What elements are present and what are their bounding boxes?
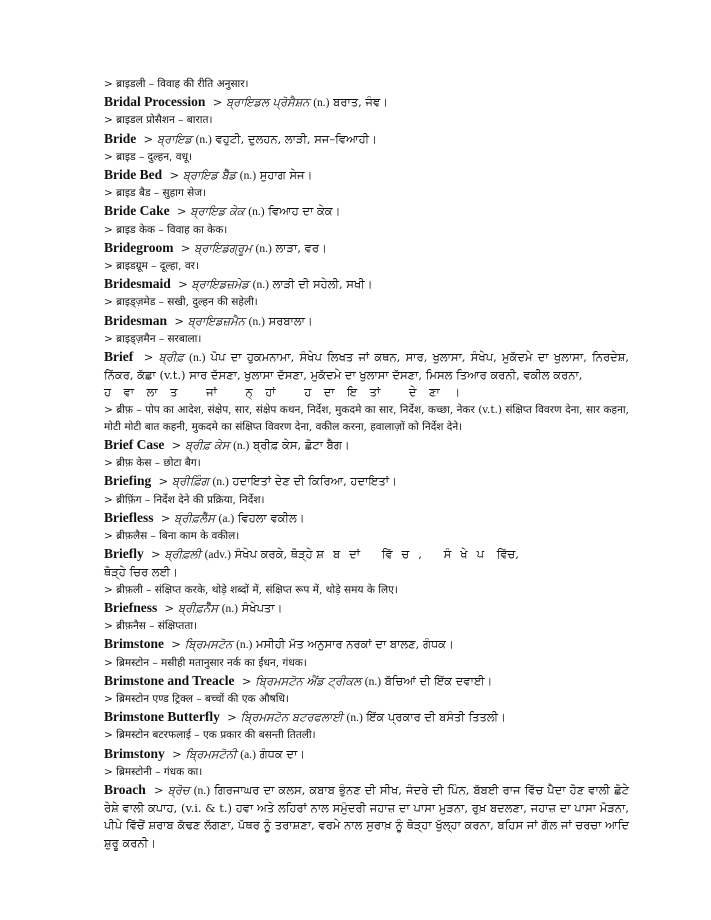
headword: Bride Bed: [104, 167, 163, 183]
arrow: >: [165, 168, 180, 183]
headword: Bridesmaid: [104, 276, 171, 292]
hindi-gloss: > ब्रीफ़लैस – बिना काम के वकील।: [104, 530, 240, 543]
dictionary-entry: [104, 436, 629, 455]
transliteration: ਬ੍ਰੀਫ਼ਲੈੱਸ: [174, 510, 215, 525]
transliteration: ਬ੍ਰੀਫ਼ਨੈੱਸ: [177, 600, 219, 615]
transliteration: ਬ੍ਰਾਇਡ ਬੈੱਡ: [182, 168, 237, 183]
arrow: >: [168, 746, 182, 761]
dictionary-entry: [104, 781, 629, 852]
dictionary-entry: [104, 312, 629, 331]
headword: Brimstone and Treacle: [104, 672, 235, 688]
hindi-gloss: > ब्रीफ़ केस – छोटा बैग।: [104, 457, 201, 470]
punjabi-meaning-spaced: ਸ਼ਬਦਾਂ ਵਿੱਚ, ਸੰਖੇਪ: [316, 547, 493, 562]
transliteration: ਬ੍ਰਿਮਸਟੋਨ ਬਟਰਫਲਾਈ: [240, 710, 343, 725]
headword: Brimstony: [104, 745, 165, 761]
punjabi-meaning: ਬ੍ਰੀਫ਼ ਕੇਸ, ਛੋਟਾ ਬੈਗ।: [253, 438, 350, 453]
dictionary-entry: [104, 545, 629, 564]
arrow: >: [138, 350, 154, 365]
part-of-speech: (n.): [189, 352, 206, 365]
arrow: >: [170, 313, 184, 328]
arrow: >: [149, 782, 164, 797]
transliteration: ਬ੍ਰੀਫ਼: [158, 350, 184, 365]
headword: Bridal Procession: [104, 94, 206, 110]
part-of-speech: (n.): [252, 279, 269, 292]
headword: Briefly: [104, 546, 144, 562]
transliteration: ਬ੍ਰੀਫ਼ ਕੇਸ: [184, 438, 230, 453]
punjabi-meaning: ਗੰਧਕ ਦਾ।: [259, 746, 305, 761]
transliteration: ਬ੍ਰਾਇਡਜ਼ਮੇਡ: [191, 277, 249, 292]
dictionary-entry: [104, 745, 629, 764]
part-of-speech: (a.): [240, 748, 256, 761]
part-of-speech: (n.): [212, 476, 229, 489]
dictionary-entry: [104, 472, 629, 491]
dictionary-entry: [104, 672, 629, 691]
transliteration: ਬ੍ਰੋਚ: [167, 782, 190, 797]
transliteration: ਬ੍ਰਾਇਡਗ੍ਰੂਮ: [194, 240, 252, 255]
headword: Briefless: [104, 509, 154, 525]
punjabi-meaning-end: ਵਿੱਚ,: [496, 547, 519, 562]
headword: Briefness: [104, 599, 158, 615]
hindi-gloss: > ब्राइड – दुल्हन, वधू।: [104, 150, 193, 163]
hindi-gloss: > ब्रीफ़ली – संक्षिप्त करके, थोड़े शब्दों में, संक्षिप्त रूप में, थोड़े समय के लिए।: [104, 583, 398, 596]
transliteration: ਬ੍ਰਾਇਡਲ ਪ੍ਰੋਸੈਸ਼ਨ: [226, 95, 310, 110]
dictionary-entry: [104, 166, 629, 185]
dictionary-entry: [104, 239, 629, 258]
hindi-gloss: > ब्रिमस्टोन एण्ड ट्रिक्ल – बच्चों की एक औषधि।: [104, 692, 289, 705]
part-of-speech: (n.): [346, 712, 363, 725]
punjabi-meaning: ਬੱਚਿਆਂ ਦੀ ਇੱਕ ਦਵਾਈ।: [384, 673, 493, 688]
punjabi-meaning: ਹਦਾਇਤਾਂ ਦੇਣ ਦੀ ਕਿਰਿਆ, ਹਦਾਇਤਾਂ।: [232, 474, 397, 489]
arrow: >: [223, 710, 237, 725]
part-of-speech: (n.): [233, 440, 250, 453]
arrow: >: [168, 438, 182, 453]
punjabi-meaning-continued: ਥੋੜ੍ਹੇ ਚਿਰ ਲਈ।: [104, 565, 178, 580]
punjabi-meaning: ਬਰਾਤ, ਜੰਞ।: [333, 95, 389, 110]
punjabi-meaning: ਮਸੀਹੀ ਮੱਤ ਅਨੁਸਾਰ ਨਰਕਾਂ ਦਾ ਬਾਲਣ, ਗੰਧਕ।: [256, 637, 454, 652]
transliteration: ਬ੍ਰਾਇਡ: [156, 131, 192, 146]
part-of-speech: (n.): [195, 133, 212, 146]
punjabi-meaning: ਵਹੁਟੀ, ਦੁਲਹਨ, ਲਾੜੀ, ਸਜ–ਵਿਆਹੀ।: [215, 131, 377, 146]
headword: Bride Cake: [104, 203, 170, 219]
part-of-speech: (n.): [239, 170, 257, 183]
part-of-speech: (n.): [221, 602, 238, 615]
transliteration: ਬ੍ਰੀਫ਼ਿੰਗ: [171, 474, 209, 489]
transliteration: ਬ੍ਰਾਇਡਜ਼ਮੈਨ: [187, 313, 245, 328]
hindi-gloss: > ब्राइड बैड – सुहाग सेज।: [104, 187, 207, 200]
punjabi-meaning: ਇੱਕ ਪ੍ਰਕਾਰ ਦੀ ਬਸੰਤੀ ਤਿਤਲੀ।: [366, 710, 506, 725]
arrow: >: [174, 277, 188, 292]
headword: Brief Case: [104, 437, 165, 453]
arrow: >: [157, 510, 171, 525]
punjabi-meaning: ਪੋਪ ਦਾ ਹੁਕਮਨਾਮਾ, ਸੰਖੇਪ ਲਿਖਤ ਜਾਂ ਕਥਨ, ਸਾਰ, ਖੁਲਾਸਾ, ਸੰਖੇਪ, ਮੁਕੱਦਮੇ ਦਾ ਖੁਲਾਸਾ, ਨਿਰਦੇਸ਼, ਨਿੱਕਰ, ਕੱਛਾ (v.t.) ਸਾਰ ਦੱਸਣਾ, ਖੁਲਾਸਾ ਦੱਸਣਾ, ਮੁਕੱਦਮੇ ਦਾ ਖੁਲਾਸਾ ਦੱਸਣਾ, ਮਿਸਲ ਤਿਆਰ ਕਰਨੀ, ਵਕੀਲ ਕਰਨਾ,: [104, 350, 630, 383]
punjabi-meaning: ਸਰਬਾਲਾ।: [268, 313, 313, 328]
dictionary-entry: [104, 130, 629, 149]
part-of-speech: (n.): [248, 206, 265, 219]
hindi-gloss: > ब्रिमस्टोन – मसीही मतानुसार नर्क का ईंधन, गंधक।: [104, 656, 307, 669]
punjabi-meaning: ਸੰਖੇਪ ਕਰਕੇ, ਥੋੜ੍ਹੇ: [234, 547, 313, 562]
dictionary-entry: [104, 599, 629, 618]
hindi-gloss: > ब्राइड्ज़मैन – सरबाला।: [104, 332, 202, 345]
dictionary-entry: [104, 348, 629, 384]
headword: Briefing: [104, 473, 152, 489]
part-of-speech: (n.): [364, 675, 382, 688]
arrow: >: [160, 600, 175, 615]
punjabi-meaning: ਵਿਹਲਾ ਵਕੀਲ।: [237, 510, 305, 525]
hindi-gloss: > ब्रीफ़ – पोप का आदेश, संक्षेप, सार, संक्षेप कथन, निर्देश, मुकदमे का सार, निर्देश, कच्छा, नेकर (v.t.) संक्षिप्त विवरण देना, सार कहना, मोटी मोटी बात कहनी, मुकदमे का संक्षिप्त विवरण देना, वकील करना, हवालाज़ों को निर्देश देने।: [104, 403, 629, 433]
transliteration: ਬ੍ਰਿਮਸਟੋਨ ਐਂਡ ਟ੍ਰੀਕਲ: [255, 673, 362, 688]
dictionary-entry: [104, 635, 629, 654]
arrow: >: [177, 240, 191, 255]
arrow: >: [173, 204, 187, 219]
punjabi-meaning: ਸੁਹਾਗ ਸੇਜ।: [259, 168, 313, 183]
transliteration: ਬ੍ਰੀਫ਼ਲੀ: [164, 547, 201, 562]
hindi-gloss: > ब्रीफ़नैस – संक्षिप्तता।: [104, 620, 198, 633]
part-of-speech: (n.): [255, 242, 272, 255]
punjabi-meaning: ਵਿਆਹ ਦਾ ਕੇਕ।: [268, 204, 341, 219]
headword: Brimstone Butterfly: [104, 709, 220, 725]
punjabi-meaning: ਲਾੜਾ, ਵਰ।: [275, 240, 327, 255]
transliteration: ਬ੍ਰਾਇਡ ਕੇਕ: [190, 204, 245, 219]
part-of-speech: (n.): [236, 639, 253, 652]
part-of-speech: (adv.): [204, 549, 231, 562]
headword: Brimstone: [104, 636, 164, 652]
arrow: >: [147, 547, 161, 562]
hindi-gloss: > ब्राइडली – विवाह की रीति अनुसार।: [104, 78, 249, 90]
dictionary-entry: [104, 509, 629, 528]
dictionary-entry: [104, 202, 629, 221]
hindi-gloss: > ब्रीफ़िंग – निर्देश देने की प्रक्रिया, निर्देश।: [104, 493, 265, 506]
arrow: >: [139, 131, 154, 146]
arrow: >: [209, 95, 223, 110]
part-of-speech: (n.): [193, 784, 211, 797]
part-of-speech: (n.): [248, 315, 265, 328]
part-of-speech: (n.): [313, 97, 330, 110]
hindi-gloss: > ब्राइडल प्रोसैशन – बारात।: [104, 114, 213, 127]
hindi-gloss: > ब्राइड केक – विवाह का केक।: [104, 223, 228, 236]
headword: Brief: [104, 349, 134, 365]
punjabi-meaning-continued: ਹਵਾਲਾਤ ਜਾਂ ਨ੍ਹਾਂ ਹਦਾਇਤਾਂ ਦੇਣਾ।: [104, 385, 473, 400]
transliteration: ਬ੍ਰਿਮਸਟੋਨੀ: [185, 746, 237, 761]
arrow: >: [238, 673, 252, 688]
hindi-gloss: > ब्रिमस्टोन बटरफलाई – एक प्रकार की बसन्ती तितली।: [104, 729, 316, 742]
hindi-gloss: > ब्राइडग्रूम – दूल्हा, वर।: [104, 260, 199, 273]
dictionary-page: [104, 76, 629, 852]
transliteration: ਬ੍ਰਿਮਸਟੋਨ: [184, 637, 233, 652]
arrow: >: [154, 474, 169, 489]
hindi-gloss: > ब्राइड्ज़मेड – सखी, दुल्हन की सहेली।: [104, 296, 258, 309]
headword: Bridegroom: [104, 239, 174, 255]
part-of-speech: (a.): [218, 512, 235, 525]
punjabi-meaning: ਸੰਖੇਪਤਾ।: [241, 600, 283, 615]
headword: Broach: [104, 781, 146, 797]
headword: Bridesman: [104, 312, 168, 328]
hindi-gloss: > ब्रिमस्टोनी – गंधक का।: [104, 765, 203, 778]
headword: Bride: [104, 130, 137, 146]
dictionary-entry: [104, 708, 629, 727]
dictionary-entry: [104, 275, 629, 294]
punjabi-meaning: ਗਿਰਜਾਘਰ ਦਾ ਕਲਸ, ਕਬਾਬ ਭੁੰਨਣ ਦੀ ਸੀਖ, ਜੰਦਰੇ ਦੀ ਪਿੰਨ, ਬੱਬਈ ਰਾਜ ਵਿੱਚ ਪੈਦਾ ਹੋਣ ਵਾਲੀ ਛੋਟੇ ਰੇਸ਼ੇ ਵਾਲੀ ਕਪਾਹ, (v.i. & t.) ਹਵਾ ਅਤੇ ਲਹਿਰਾਂ ਨਾਲ ਸਮੁੰਦਰੀ ਜਹਾਜ਼ ਦਾ ਪਾਸਾ ਮੁੜਨਾ, ਰੁਖ਼ ਬਦਲਣਾ, ਜਹਾਜ਼ ਦਾ ਪਾਸਾ ਮੋੜਨਾ, ਪੀਪੇ ਵਿੱਚੋਂ ਸ਼ਰਾਬ ਕੱਢਣ ਲੱਗਣਾ, ਪੱਥਰ ਨੂੰ ਤਰਾਸ਼ਣਾ, ਵਰਮੇ ਨਾਲ ਸੁਰਾਖ਼ ਨੂੰ ਥੋੜ੍ਹਾ ਖੁੱਲ੍ਹਾ ਕਰਨਾ, ਬਹਿਸ ਜਾਂ ਗੱਲ ਜਾਂ ਚਰਚਾ ਆਦਿ ਸ਼ੁਰੂ ਕਰਨੀ।: [104, 782, 629, 850]
punjabi-meaning: ਲਾੜੀ ਦੀ ਸਹੇਲੀ, ਸਖੀ।: [272, 277, 373, 292]
arrow: >: [167, 637, 181, 652]
dictionary-entry: [104, 93, 629, 112]
